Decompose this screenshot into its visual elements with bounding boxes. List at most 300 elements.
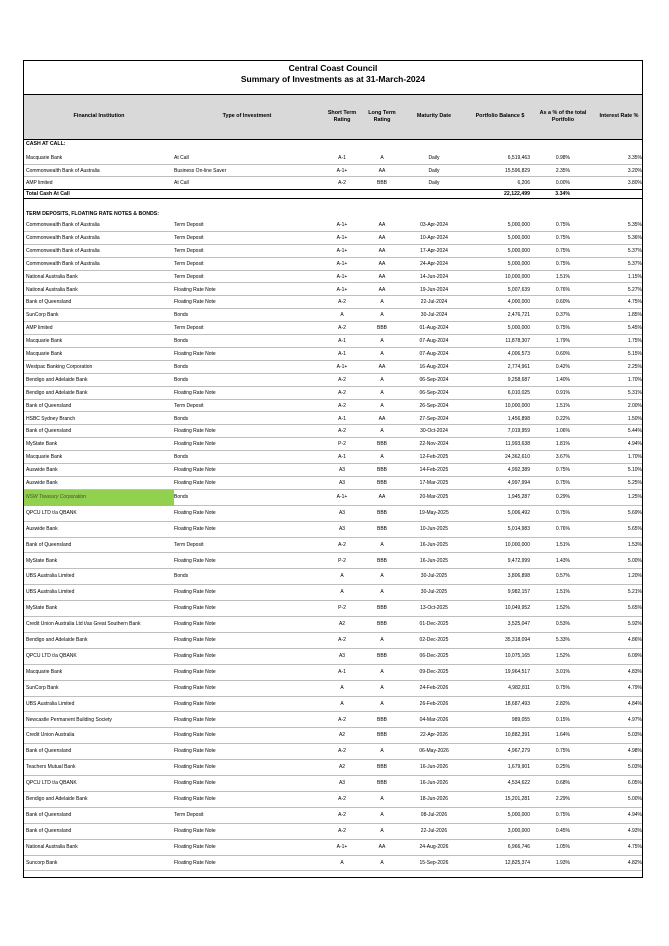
interest-rate-cell: 3.35%: [627, 155, 642, 161]
long-term-rating-cell: A: [380, 541, 384, 548]
institution-cell: Auswide Bank: [26, 467, 58, 474]
investment-type-cell: Floating Rate Note: [174, 428, 216, 435]
short-term-rating-cell: A-2: [338, 389, 346, 396]
long-term-rating-cell: BBB: [376, 509, 387, 516]
short-term-rating-cell: A-1+: [336, 247, 348, 254]
interest-rate-cell: 1.50%: [627, 415, 642, 422]
portfolio-pct-cell: 0.75%: [555, 684, 570, 691]
short-term-rating-cell: A-1+: [336, 222, 348, 228]
institution-cell: Bank of Queensland: [26, 402, 72, 409]
investment-type-cell: Floating Rate Note: [174, 637, 216, 643]
maturity-date-cell: 22-Apr-2026: [420, 732, 448, 739]
short-term-rating-cell: A-1: [338, 338, 346, 345]
investment-type-cell: At Call: [174, 155, 189, 161]
table-row: [24, 361, 642, 374]
short-term-rating-cell: A-2: [338, 541, 346, 548]
short-term-rating-cell: A-1+: [336, 286, 348, 293]
interest-rate-cell: 5.92%: [627, 621, 642, 628]
long-term-rating-cell: AA: [378, 843, 386, 850]
long-term-rating-cell: BBB: [376, 467, 387, 474]
table-row: [24, 464, 642, 477]
short-term-rating-cell: A3: [338, 467, 346, 474]
investment-type-cell: At Call: [174, 180, 189, 186]
institution-cell: Bendigo and Adelaide Bank: [26, 637, 88, 643]
maturity-date-cell: 10-Jun-2025: [419, 525, 449, 532]
long-term-rating-cell: BBB: [376, 621, 387, 628]
portfolio-balance-cell: 1,456,898: [507, 415, 530, 422]
investment-type-cell: Floating Rate Note: [174, 764, 216, 771]
portfolio-balance-cell: 19,964,517: [504, 668, 530, 675]
portfolio-pct-cell: 0.60%: [555, 351, 570, 357]
maturity-date-cell: 24-Feb-2026: [419, 684, 449, 691]
table-row: [24, 601, 642, 617]
maturity-date-cell: 26-Feb-2026: [419, 700, 449, 707]
interest-rate-cell: 5.65%: [627, 605, 642, 612]
institution-cell: Newcastle Permanent Building Society: [26, 716, 112, 723]
institution-cell: Macquarie Bank: [26, 668, 63, 675]
short-term-rating-cell: A: [340, 589, 344, 596]
interest-rate-cell: 5.25%: [627, 480, 642, 486]
maturity-date-cell: 08-Jul-2026: [420, 811, 448, 818]
portfolio-pct-cell: 0.25%: [555, 764, 570, 771]
long-term-rating-cell: BBB: [376, 441, 387, 448]
portfolio-pct-cell: 1.43%: [555, 557, 570, 564]
interest-rate-cell: 5.03%: [627, 764, 642, 771]
portfolio-balance-cell: 24,362,610: [504, 454, 530, 461]
investment-type-cell: Term Deposit: [174, 541, 204, 548]
long-term-rating-cell: A: [380, 402, 384, 409]
investment-type-cell: Bonds: [174, 338, 189, 345]
institution-cell: QPCU LTD t/a QBANK: [26, 509, 77, 516]
institution-cell: Commonwealth Bank of Australia: [26, 234, 100, 241]
investment-type-cell: Floating Rate Note: [174, 748, 216, 755]
investment-type-cell: Bonds: [174, 573, 189, 580]
table-row: [24, 219, 642, 232]
investment-type-cell: Floating Rate Note: [174, 780, 216, 787]
institution-cell: Macquarie Bank: [26, 454, 63, 461]
maturity-date-cell: 19-Jun-2024: [419, 286, 449, 293]
portfolio-balance-cell: 4,997,994: [507, 480, 530, 486]
short-term-rating-cell: A: [340, 312, 344, 319]
institution-cell: Auswide Bank: [26, 480, 58, 486]
portfolio-balance-cell: 5,006,492: [507, 509, 530, 516]
portfolio-balance-cell: 9,982,157: [507, 589, 530, 596]
short-term-rating-cell: A2: [338, 732, 346, 739]
portfolio-balance-cell: 10,049,952: [504, 605, 530, 612]
maturity-date-cell: 19-May-2025: [419, 509, 449, 516]
short-term-rating-cell: P-2: [338, 605, 346, 612]
long-term-rating-cell: A: [380, 155, 384, 161]
maturity-date-cell: 30-Jul-2024: [420, 312, 448, 319]
maturity-date-cell: 16-Aug-2024: [419, 363, 449, 370]
short-term-rating-cell: P-2: [338, 557, 346, 564]
maturity-date-cell: Daily: [428, 155, 440, 161]
portfolio-pct-cell: 0.15%: [555, 716, 570, 723]
institution-cell: Macquarie Bank: [26, 351, 63, 357]
investment-type-cell: Floating Rate Note: [174, 351, 216, 357]
long-term-rating-cell: A: [380, 428, 384, 435]
investment-type-cell: Bonds: [174, 493, 189, 500]
table-row: [24, 451, 642, 464]
investment-type-cell: Term Deposit: [174, 273, 204, 280]
short-term-rating-cell: A2: [338, 764, 346, 771]
institution-cell: Commonwealth Bank of Australia: [26, 247, 100, 254]
maturity-date-cell: 20-Mar-2025: [419, 493, 449, 500]
maturity-date-cell: 06-Sep-2024: [419, 376, 449, 383]
table-row: [24, 824, 642, 840]
table-row: [24, 152, 642, 165]
long-term-rating-cell: AA: [378, 234, 386, 241]
portfolio-pct-cell: 1.05%: [555, 843, 570, 850]
table-row: [24, 258, 642, 271]
interest-rate-cell: 4.82%: [627, 859, 642, 866]
maturity-date-cell: 07-Aug-2024: [419, 338, 449, 345]
investment-type-cell: Floating Rate Note: [174, 859, 216, 866]
table-row: [24, 348, 642, 361]
institution-cell: Macquarie Bank: [26, 338, 63, 345]
short-term-rating-cell: A-1+: [336, 234, 348, 241]
institution-cell: National Australia Bank: [26, 286, 78, 293]
interest-rate-cell: 5.10%: [627, 467, 642, 474]
institution-cell: QPCU LTD t/a QBANK: [26, 780, 77, 787]
portfolio-balance-cell: 3,806,898: [507, 573, 530, 580]
interest-rate-cell: 5.37%: [627, 260, 642, 267]
portfolio-pct-cell: 0.57%: [555, 573, 570, 580]
table-row: [24, 232, 642, 245]
maturity-date-cell: 12-Feb-2025: [419, 454, 449, 461]
investment-type-cell: Floating Rate Note: [174, 467, 216, 474]
long-term-rating-cell: BBB: [376, 180, 387, 186]
interest-rate-cell: 4.79%: [627, 684, 642, 691]
portfolio-balance-cell: 4,000,000: [507, 299, 530, 306]
investment-type-cell: Bonds: [174, 376, 189, 383]
interest-rate-cell: 4.86%: [627, 637, 642, 643]
term-section-label: TERM DEPOSITS, FLOATING RATE NOTES & BONDS:: [26, 211, 159, 217]
portfolio-balance-cell: 2,774,961: [507, 363, 530, 370]
investment-type-cell: Business On-line Saver: [174, 167, 227, 174]
portfolio-balance-cell: 5,000,000: [507, 247, 530, 254]
portfolio-pct-cell: 2.82%: [555, 700, 570, 707]
short-term-rating-cell: A: [340, 573, 344, 580]
portfolio-balance-cell: 10,000,000: [504, 273, 530, 280]
institution-cell: Westpac Banking Corporation: [26, 363, 93, 370]
interest-rate-cell: 3.20%: [627, 167, 642, 174]
portfolio-pct-cell: 0.75%: [555, 748, 570, 755]
short-term-rating-cell: A-2: [338, 637, 346, 643]
table-row: [24, 284, 642, 297]
long-term-rating-cell: BBB: [376, 557, 387, 564]
maturity-date-cell: 26-Sep-2024: [419, 402, 449, 409]
investment-type-cell: Bonds: [174, 312, 189, 319]
long-term-rating-cell: A: [380, 589, 384, 596]
interest-rate-cell: 6.05%: [627, 780, 642, 787]
interest-rate-cell: 4.97%: [627, 716, 642, 723]
table-row: [24, 681, 642, 697]
interest-rate-cell: 5.03%: [627, 732, 642, 739]
institution-cell: Macquarie Bank: [26, 155, 63, 161]
portfolio-balance-cell: 5,000,000: [507, 260, 530, 267]
institution-cell: Bank of Queensland: [26, 748, 72, 755]
portfolio-pct-cell: 0.75%: [555, 509, 570, 516]
institution-cell: Credit Union Australia Ltd t/as Great Southern Bank: [26, 621, 141, 628]
maturity-date-cell: 15-Sep-2026: [419, 859, 449, 866]
institution-cell: Commonwealth Bank of Australia: [26, 260, 100, 267]
institution-cell: Suncorp Bank: [26, 859, 58, 866]
table-row: [24, 776, 642, 792]
table-row: [24, 554, 642, 570]
maturity-date-cell: Daily: [428, 180, 440, 186]
portfolio-pct-cell: 0.53%: [555, 621, 570, 628]
table-row: [24, 808, 642, 824]
interest-rate-cell: 4.75%: [627, 299, 642, 306]
interest-rate-cell: 1.70%: [627, 376, 642, 383]
investment-type-cell: Floating Rate Note: [174, 827, 216, 834]
table-header: [24, 94, 642, 140]
portfolio-pct-cell: 0.75%: [555, 222, 570, 228]
maturity-date-cell: 30-Oct-2024: [420, 428, 448, 435]
portfolio-balance-cell: 4,534,622: [507, 780, 530, 787]
long-term-rating-cell: BBB: [376, 525, 387, 532]
short-term-rating-cell: A-1: [338, 454, 346, 461]
portfolio-pct-cell: 1.51%: [555, 589, 570, 596]
long-term-rating-cell: BBB: [376, 780, 387, 787]
long-term-rating-cell: BBB: [376, 652, 387, 659]
short-term-rating-cell: A-2: [338, 811, 346, 818]
short-term-rating-cell: A-1+: [336, 260, 348, 267]
institution-cell: SunCorp Bank: [26, 684, 59, 691]
short-term-rating-cell: A3: [338, 652, 346, 659]
short-term-rating-cell: A-1+: [336, 843, 348, 850]
portfolio-pct-cell: 3.67%: [555, 454, 570, 461]
portfolio-pct-cell: 5.33%: [555, 637, 570, 643]
portfolio-pct-cell: 1.51%: [555, 402, 570, 409]
portfolio-balance-cell: 5,000,000: [507, 811, 530, 818]
investment-type-cell: Floating Rate Note: [174, 843, 216, 850]
interest-rate-cell: 3.80%: [627, 180, 642, 186]
table-row: [24, 506, 642, 522]
portfolio-balance-cell: 989,055: [511, 716, 530, 723]
institution-cell: UBS Australia Limited: [26, 573, 75, 580]
maturity-date-cell: 14-Feb-2025: [419, 467, 449, 474]
maturity-date-cell: 24-Apr-2024: [420, 260, 448, 267]
portfolio-balance-cell: 2,476,721: [507, 312, 530, 319]
header-balance: Portfolio Balance $: [475, 113, 525, 120]
table-row: [24, 697, 642, 713]
portfolio-pct-cell: 3.01%: [555, 668, 570, 675]
investment-type-cell: Floating Rate Note: [174, 652, 216, 659]
short-term-rating-cell: A-1: [338, 155, 346, 161]
short-term-rating-cell: A3: [338, 780, 346, 787]
portfolio-pct-cell: 2.35%: [555, 167, 570, 174]
investment-summary-sheet: [23, 60, 643, 878]
long-term-rating-cell: AA: [378, 260, 386, 267]
long-term-rating-cell: A: [380, 389, 384, 396]
institution-cell: Auswide Bank: [26, 525, 58, 532]
long-term-rating-cell: A: [380, 700, 384, 707]
long-term-rating-cell: BBB: [376, 732, 387, 739]
maturity-date-cell: 03-Apr-2024: [420, 222, 448, 228]
interest-rate-cell: 4.94%: [627, 811, 642, 818]
short-term-rating-cell: A3: [338, 480, 346, 486]
interest-rate-cell: 4.84%: [627, 700, 642, 707]
maturity-date-cell: 16-Jun-2026: [419, 780, 449, 787]
portfolio-balance-cell: 10,075,165: [504, 652, 530, 659]
institution-cell: HSBC Sydney Branch: [26, 415, 76, 422]
institution-cell: Credit Union Australia: [26, 732, 75, 739]
portfolio-pct-cell: 0.91%: [555, 389, 570, 396]
total-cash-pct: 3.34%: [555, 191, 570, 197]
table-row: [24, 522, 642, 538]
table-row: [24, 438, 642, 451]
interest-rate-cell: 4.83%: [627, 668, 642, 675]
portfolio-balance-cell: 11,993,638: [505, 441, 530, 448]
maturity-date-cell: 24-Aug-2026: [419, 843, 449, 850]
interest-rate-cell: 1.15%: [627, 273, 642, 280]
portfolio-balance-cell: 1,945,287: [507, 493, 530, 500]
interest-rate-cell: 2.25%: [627, 363, 642, 370]
investment-type-cell: Floating Rate Note: [174, 732, 216, 739]
institution-cell: SunCorp Bank: [26, 312, 59, 319]
table-row: [24, 335, 642, 348]
long-term-rating-cell: A: [380, 668, 384, 675]
header-pct: As a % of the total Portfolio: [539, 109, 587, 123]
investment-type-cell: Floating Rate Note: [174, 509, 216, 516]
interest-rate-cell: 5.15%: [627, 351, 642, 357]
maturity-date-cell: 02-Dec-2025: [419, 637, 449, 643]
table-row: [24, 744, 642, 760]
portfolio-balance-cell: 6,966,746: [507, 843, 530, 850]
institution-cell: AMP limited: [26, 325, 53, 332]
portfolio-balance-cell: 6,206: [517, 180, 530, 186]
investment-type-cell: Floating Rate Note: [174, 605, 216, 612]
table-row: [24, 665, 642, 681]
institution-cell: Teachers Mutual Bank: [26, 764, 76, 771]
maturity-date-cell: 14-Jun-2024: [419, 273, 449, 280]
header-maturity: Maturity Date: [416, 113, 452, 120]
maturity-date-cell: 30-Jul-2025: [420, 573, 448, 580]
investment-type-cell: Floating Rate Note: [174, 621, 216, 628]
table-row: [24, 309, 642, 322]
maturity-date-cell: 01-Dec-2025: [419, 621, 449, 628]
portfolio-balance-cell: 11,878,307: [505, 338, 530, 345]
long-term-rating-cell: A: [380, 637, 384, 643]
header-short-term: Short Term Rating: [327, 109, 357, 123]
short-term-rating-cell: A-2: [338, 716, 346, 723]
institution-cell: National Australia Bank: [26, 273, 78, 280]
portfolio-pct-cell: 1.51%: [555, 273, 570, 280]
long-term-rating-cell: AA: [378, 247, 386, 254]
portfolio-balance-cell: 4,967,279: [507, 748, 530, 755]
portfolio-pct-cell: 0.98%: [555, 155, 570, 161]
portfolio-pct-cell: 1.51%: [555, 541, 570, 548]
long-term-rating-cell: A: [380, 827, 384, 834]
portfolio-pct-cell: 1.93%: [555, 859, 570, 866]
short-term-rating-cell: A-2: [338, 748, 346, 755]
interest-rate-cell: 5.31%: [627, 389, 642, 396]
maturity-date-cell: 27-Sep-2024: [419, 415, 449, 422]
portfolio-pct-cell: 1.79%: [555, 338, 570, 345]
table-row: [24, 165, 642, 178]
short-term-rating-cell: A: [340, 700, 344, 707]
investment-type-cell: Floating Rate Note: [174, 389, 216, 396]
portfolio-pct-cell: 0.75%: [555, 247, 570, 254]
table-row: [24, 856, 642, 872]
portfolio-pct-cell: 1.40%: [555, 376, 570, 383]
long-term-rating-cell: BBB: [376, 764, 387, 771]
short-term-rating-cell: A-1+: [336, 273, 348, 280]
interest-rate-cell: 5.35%: [627, 222, 642, 228]
portfolio-balance-cell: 4,006,573: [507, 351, 530, 357]
short-term-rating-cell: A2: [338, 621, 346, 628]
maturity-date-cell: 16-Jun-2026: [419, 764, 449, 771]
table-row: [24, 387, 642, 400]
portfolio-balance-cell: 10,882,391: [504, 732, 530, 739]
long-term-rating-cell: BBB: [376, 480, 387, 486]
portfolio-pct-cell: 0.76%: [555, 286, 570, 293]
institution-cell: UBS Australia Limited: [26, 700, 75, 707]
long-term-rating-cell: A: [380, 684, 384, 691]
short-term-rating-cell: A-1: [338, 415, 346, 422]
long-term-rating-cell: A: [380, 351, 384, 357]
short-term-rating-cell: A-1+: [336, 363, 348, 370]
long-term-rating-cell: BBB: [376, 325, 387, 332]
maturity-date-cell: 30-Jul-2025: [420, 589, 448, 596]
table-row: [24, 322, 642, 335]
interest-rate-cell: 5.44%: [627, 428, 642, 435]
header-institution: Financial Institution: [73, 113, 125, 120]
investment-type-cell: Bonds: [174, 454, 189, 461]
table-row: [24, 177, 642, 190]
portfolio-balance-cell: 6,010,025: [507, 389, 530, 396]
institution-cell: National Australia Bank: [26, 843, 78, 850]
long-term-rating-cell: AA: [378, 286, 386, 293]
short-term-rating-cell: A3: [338, 525, 346, 532]
maturity-date-cell: 16-Jun-2025: [419, 557, 449, 564]
investment-type-cell: Floating Rate Note: [174, 716, 216, 723]
maturity-date-cell: 22-Jul-2024: [420, 299, 448, 306]
portfolio-pct-cell: 1.52%: [555, 652, 570, 659]
interest-rate-cell: 5.69%: [627, 509, 642, 516]
investment-type-cell: Floating Rate Note: [174, 700, 216, 707]
maturity-date-cell: 04-Mar-2026: [419, 716, 449, 723]
portfolio-balance-cell: 6,519,463: [507, 155, 530, 161]
portfolio-pct-cell: 0.75%: [555, 811, 570, 818]
table-row: [24, 760, 642, 776]
institution-cell: QPCU LTD t/a QBANK: [26, 652, 77, 659]
investment-type-cell: Bonds: [174, 363, 189, 370]
interest-rate-cell: 5.00%: [627, 557, 642, 564]
long-term-rating-cell: AA: [378, 167, 386, 174]
investment-type-cell: Floating Rate Note: [174, 441, 216, 448]
investment-type-cell: Floating Rate Note: [174, 589, 216, 596]
maturity-date-cell: 17-Apr-2024: [420, 247, 448, 254]
portfolio-balance-cell: 9,472,999: [507, 557, 530, 564]
short-term-rating-cell: P-2: [338, 441, 346, 448]
long-term-rating-cell: A: [380, 338, 384, 345]
short-term-rating-cell: A-2: [338, 325, 346, 332]
interest-rate-cell: 1.20%: [627, 573, 642, 580]
header-type: Type of Investment: [222, 113, 272, 120]
interest-rate-cell: 5.45%: [627, 325, 642, 332]
maturity-date-cell: 22-Jul-2026: [420, 827, 448, 834]
portfolio-pct-cell: 0.60%: [555, 299, 570, 306]
interest-rate-cell: 1.25%: [627, 493, 642, 500]
table-row: [24, 400, 642, 413]
short-term-rating-cell: A: [340, 684, 344, 691]
maturity-date-cell: 13-Oct-2025: [420, 605, 448, 612]
investment-type-cell: Term Deposit: [174, 260, 204, 267]
short-term-rating-cell: A-1+: [336, 493, 348, 500]
